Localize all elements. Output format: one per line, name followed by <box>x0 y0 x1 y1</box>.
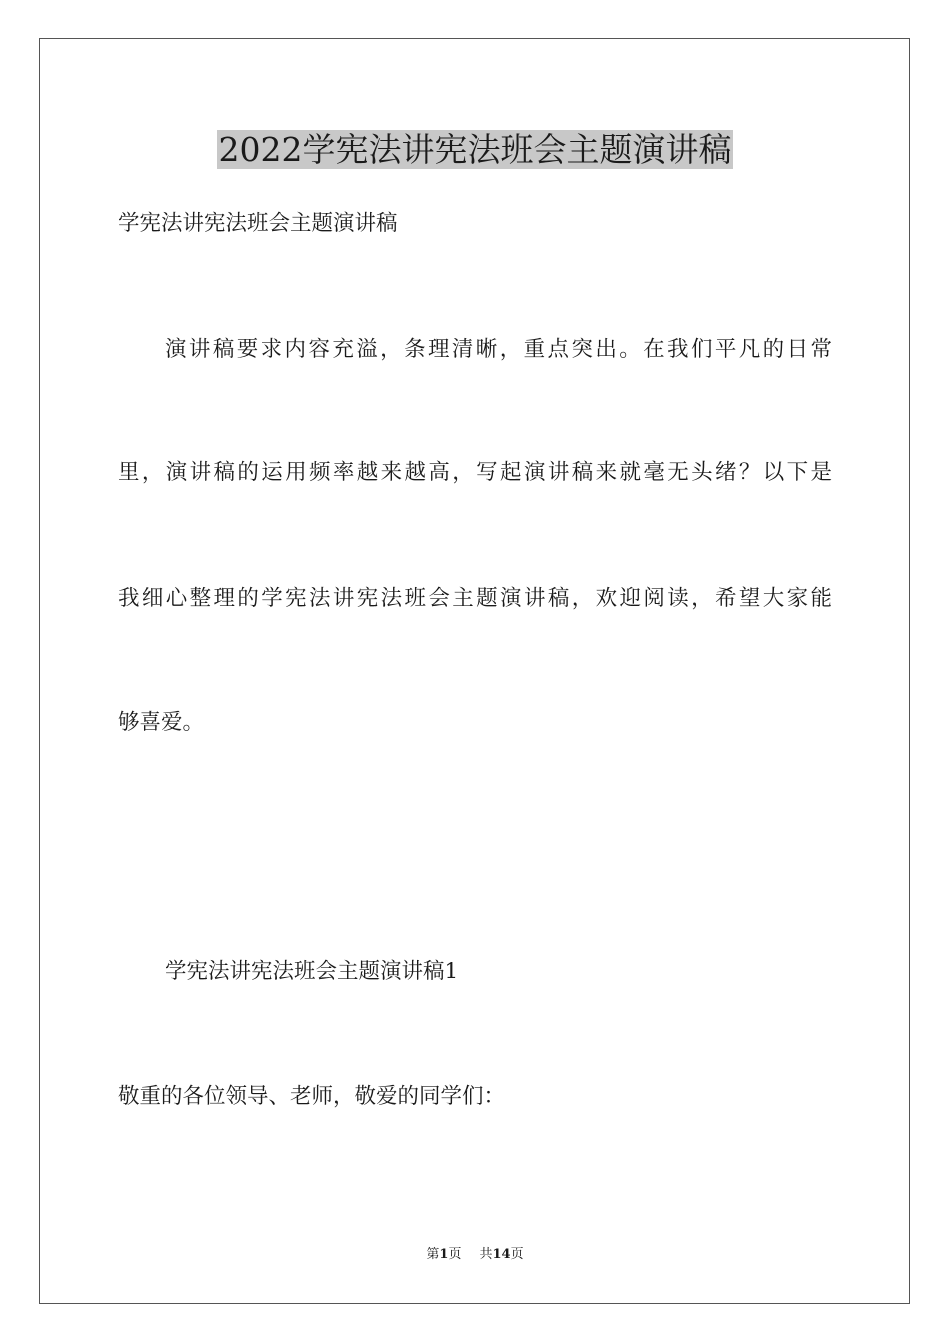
section-heading: 学宪法讲宪法班会主题演讲稿1 <box>165 959 459 984</box>
footer-total-prefix: 共 <box>479 1247 493 1262</box>
intro-line-3: 我细心整理的学宪法讲宪法班会主题演讲稿，欢迎阅读，希望大家能 <box>118 586 832 611</box>
intro-line-1: 演讲稿要求内容充溢，条理清晰，重点突出。在我们平凡的日常 <box>165 337 832 362</box>
intro-line-4: 够喜爱。 <box>118 710 205 735</box>
document-title-text: 2022学宪法讲宪法班会主题演讲稿 <box>218 130 732 169</box>
footer-total-suffix: 页 <box>510 1247 524 1262</box>
footer-page-prefix: 第 <box>426 1247 440 1262</box>
footer-page-number: 1 <box>439 1247 449 1262</box>
document-title <box>0 128 950 172</box>
page-footer <box>0 1245 950 1265</box>
footer-page-suffix: 页 <box>448 1247 462 1262</box>
salutation: 敬重的各位领导、老师，敬爱的同学们： <box>118 1084 506 1109</box>
document-subtitle: 学宪法讲宪法班会主题演讲稿 <box>118 211 398 236</box>
intro-line-2: 里，演讲稿的运用频率越来越高，写起演讲稿来就毫无头绪？以下是 <box>118 460 832 485</box>
footer-total-pages: 14 <box>492 1247 511 1262</box>
